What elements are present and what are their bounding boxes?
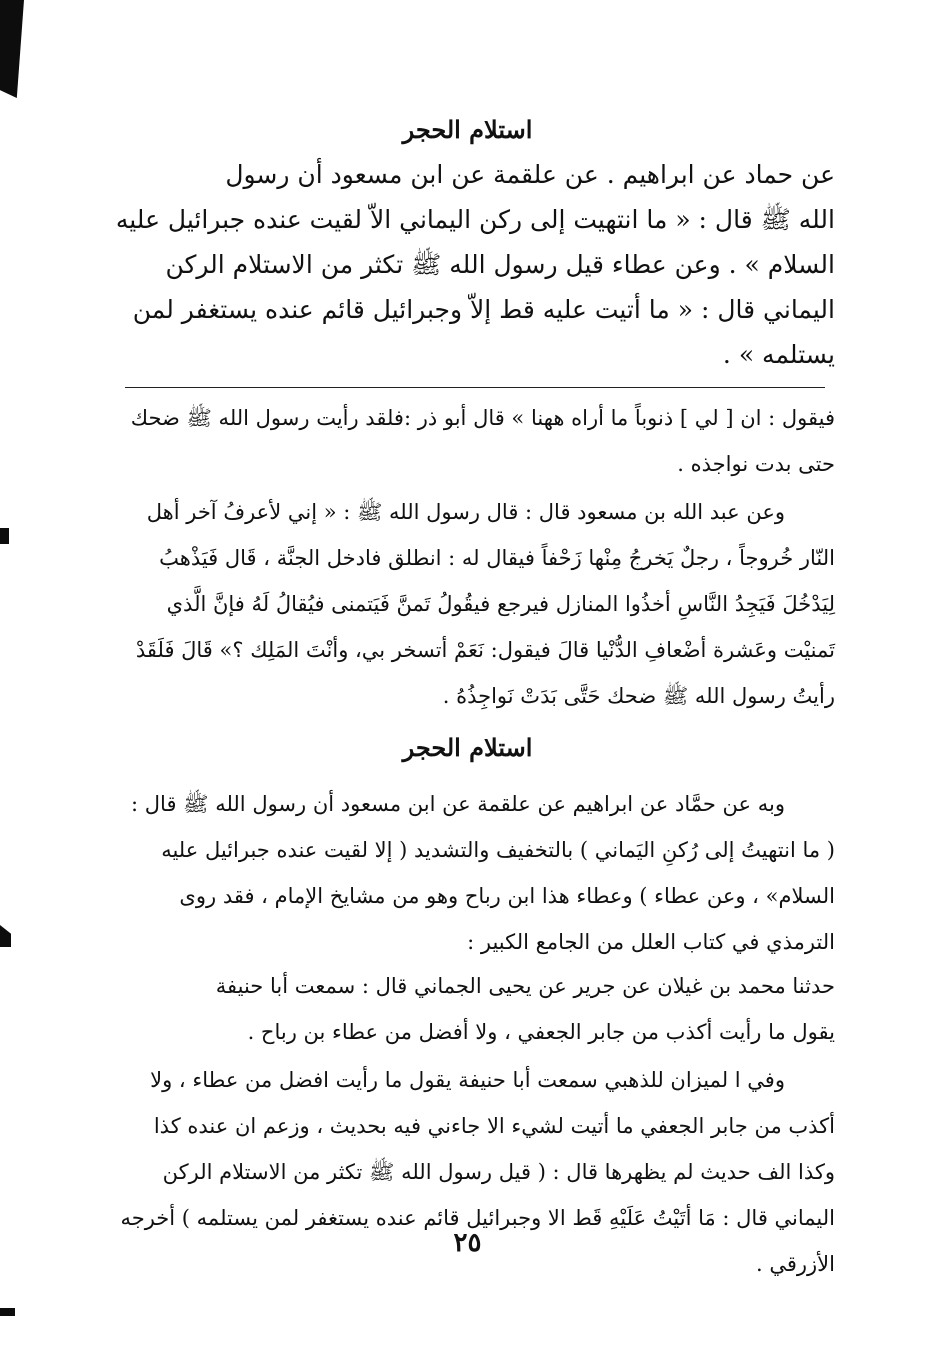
text-line: الأزرقي . [756,1252,835,1276]
text-line: حتى بدت نواجذه . [677,452,835,476]
commentary-block-2 [100,490,835,718]
text-line: وفي ا لميزان للذهبي سمعت أبا حنيفة يقول ما رأيت افضل من عطاء ، ولا [150,1068,785,1092]
section-heading: استلام الحجر [402,733,533,762]
text-line: وبه عن حمَّاد عن ابراهيم عن علقمة عن ابن مسعود أن رسول الله ﷺ قال : [131,792,785,816]
text-line: ( ما انتهيتُ إلى رُكنِ اليَماني ) بالتخفيف والتشديد ( إلا لقيت عنده جبرائيل عليه [161,838,835,862]
text-line: الله ﷺ قال : « ما انتهيت إلى ركن اليماني الاّ لقيت عنده جبرائيل عليه [115,205,835,234]
text-line: يقول ما رأيت أكذب من جابر الجعفي ، ولا أفضل من عطاء بن رباح . [247,1020,835,1044]
text-line: تَمنيْت وعَشرة أضْعافِ الدُّنْيا قالَ فيقول: نَعَمْ أتسخر بي، وأنْتَ المَلِك ؟» قَالَ فَلَقَدْ [135,638,835,662]
text-line: أكذب من جابر الجعفي ما أتيت لشيء الا جاءني فيه بحديث ، وزعم ان عنده كذا [153,1114,835,1138]
scan-edge-mark [0,1308,15,1316]
commentary-block-4 [100,964,835,1054]
text-line: الترمذي في كتاب العلل من الجامع الكبير : [467,930,835,954]
text-line: رأيتُ رسول الله ﷺ ضحك حَتَّى بَدَتْ نَواجِذُهُ . [442,684,835,708]
text-line: السلام » . وعن عطاء قيل رسول الله ﷺ تكثر من الاستلام الركن [165,250,835,279]
page-content [100,108,835,1286]
text-line: اليماني قال : مَا أتَيْتُ عَلَيْهِ قَط الا وجبرائيل قائم عنده يستغفر لمن يستلمه ) أخرجه [120,1206,835,1230]
text-line: فيقول : ان [ لي ] ذنوباً ما أراه ههنا » قال أبو ذر :فلقد رأيت رسول الله ﷺ ضحك [130,406,835,430]
page-number: ٢٥ [453,1228,482,1258]
commentary-block-3 [100,782,835,964]
main-text [100,152,835,377]
text-line: اليماني قال : « ما أتيت عليه قط إلاّ وجبرائيل قائم عنده يستغفر لمن [132,295,835,324]
commentary-block-1 [100,396,835,486]
text-line: حدثنا محمد بن غيلان عن جرير عن يحيى الجماني قال : سمعت أبا حنيفة [215,974,835,998]
text-line: السلام» ، وعن عطاء ) وعطاء هذا ابن رباح وهو من مشايخ الإمام ، فقد روى [179,884,835,908]
text-line: وعن عبد الله بن مسعود قال : قال رسول الله ﷺ : « إني لأعرفُ آخر أهل [146,500,785,524]
scan-edge-mark [0,0,24,98]
text-line: عن حماد عن ابراهيم . عن علقمة عن ابن مسعود أن رسول [225,160,835,189]
text-line: النّار خُروجاً ، رجلٌ يَخرجُ مِنْها زَحْفاً فيقال له : انطلق فادخل الجنَّة ، قَال فَيَذْهبُ [159,546,835,570]
text-line: يستلمه » . [722,340,835,369]
scan-edge-mark [0,528,9,544]
section-heading: استلام الحجر [402,115,533,144]
text-line: لِيَدْخُلَ فَيَجِدُ النَّاسِ أخذُوا المنازل فيرجع فيقُولُ تَمنَّ فَيَتمنى فيُقالُ لَهُ فإنَّ الَّذي [166,592,835,616]
text-line: وكذا الف حديث لم يظهرها قال : ( قيل رسول الله ﷺ تكثر من الاستلام الركن [162,1160,835,1184]
divider-line [125,387,825,388]
scan-edge-mark [0,925,11,947]
